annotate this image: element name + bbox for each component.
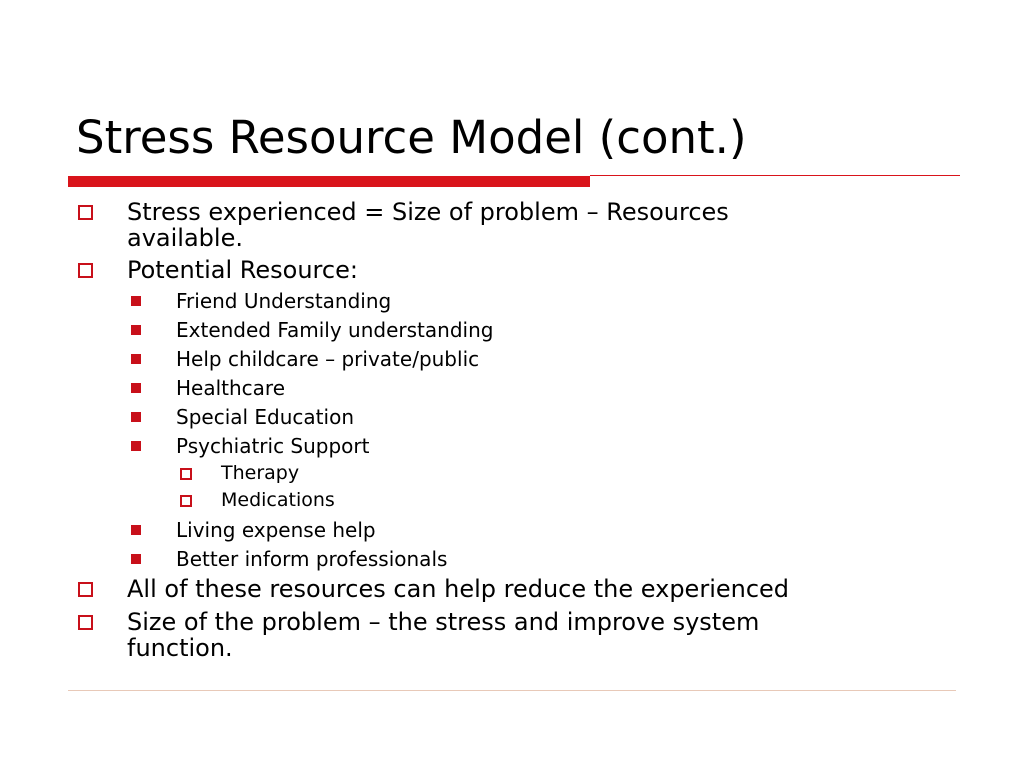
sub-bullet-text: Special Education [176, 405, 354, 429]
bullet-text: All of these resources can help reduce the experienced [127, 575, 790, 603]
bullet-text: Potential Resource: [127, 256, 358, 284]
sub-bullet-text: Better inform professionals [176, 547, 448, 571]
sub-bullet-text: Friend Understanding [176, 289, 392, 313]
solid-square-bullet-icon [131, 525, 141, 535]
sub-bullet-text: Help childcare – private/public [176, 347, 480, 371]
solid-square-bullet-icon [131, 441, 141, 451]
hollow-square-bullet-icon [78, 582, 93, 597]
sub-bullet-text: Psychiatric Support [176, 434, 370, 458]
solid-square-bullet-icon [131, 412, 141, 422]
solid-square-bullet-icon [131, 383, 141, 393]
bullet-text: Stress experienced = Size of problem – Resources [127, 198, 729, 226]
solid-square-bullet-icon [131, 354, 141, 364]
solid-square-bullet-icon [131, 296, 141, 306]
sub-sub-bullet-text: Medications [221, 489, 335, 511]
slide-title: Stress Resource Model (cont.) [76, 111, 747, 164]
hollow-square-bullet-icon [78, 263, 93, 278]
title-underline-thick [68, 176, 590, 187]
solid-square-bullet-icon [131, 325, 141, 335]
hollow-square-bullet-icon [180, 495, 192, 507]
sub-sub-bullet-text: Therapy [221, 462, 300, 484]
sub-bullet-text: Extended Family understanding [176, 318, 494, 342]
title-underline-thin [590, 175, 960, 176]
solid-square-bullet-icon [131, 554, 141, 564]
sub-bullet-text: Healthcare [176, 376, 286, 400]
hollow-square-bullet-icon [78, 615, 93, 630]
footer-divider [68, 690, 956, 691]
hollow-square-bullet-icon [78, 205, 93, 220]
bullet-text-continued: function. [127, 634, 233, 662]
bullet-text: Size of the problem – the stress and improve system [127, 608, 760, 636]
bullet-text-continued: available. [127, 224, 243, 252]
hollow-square-bullet-icon [180, 468, 192, 480]
sub-bullet-text: Living expense help [176, 518, 376, 542]
